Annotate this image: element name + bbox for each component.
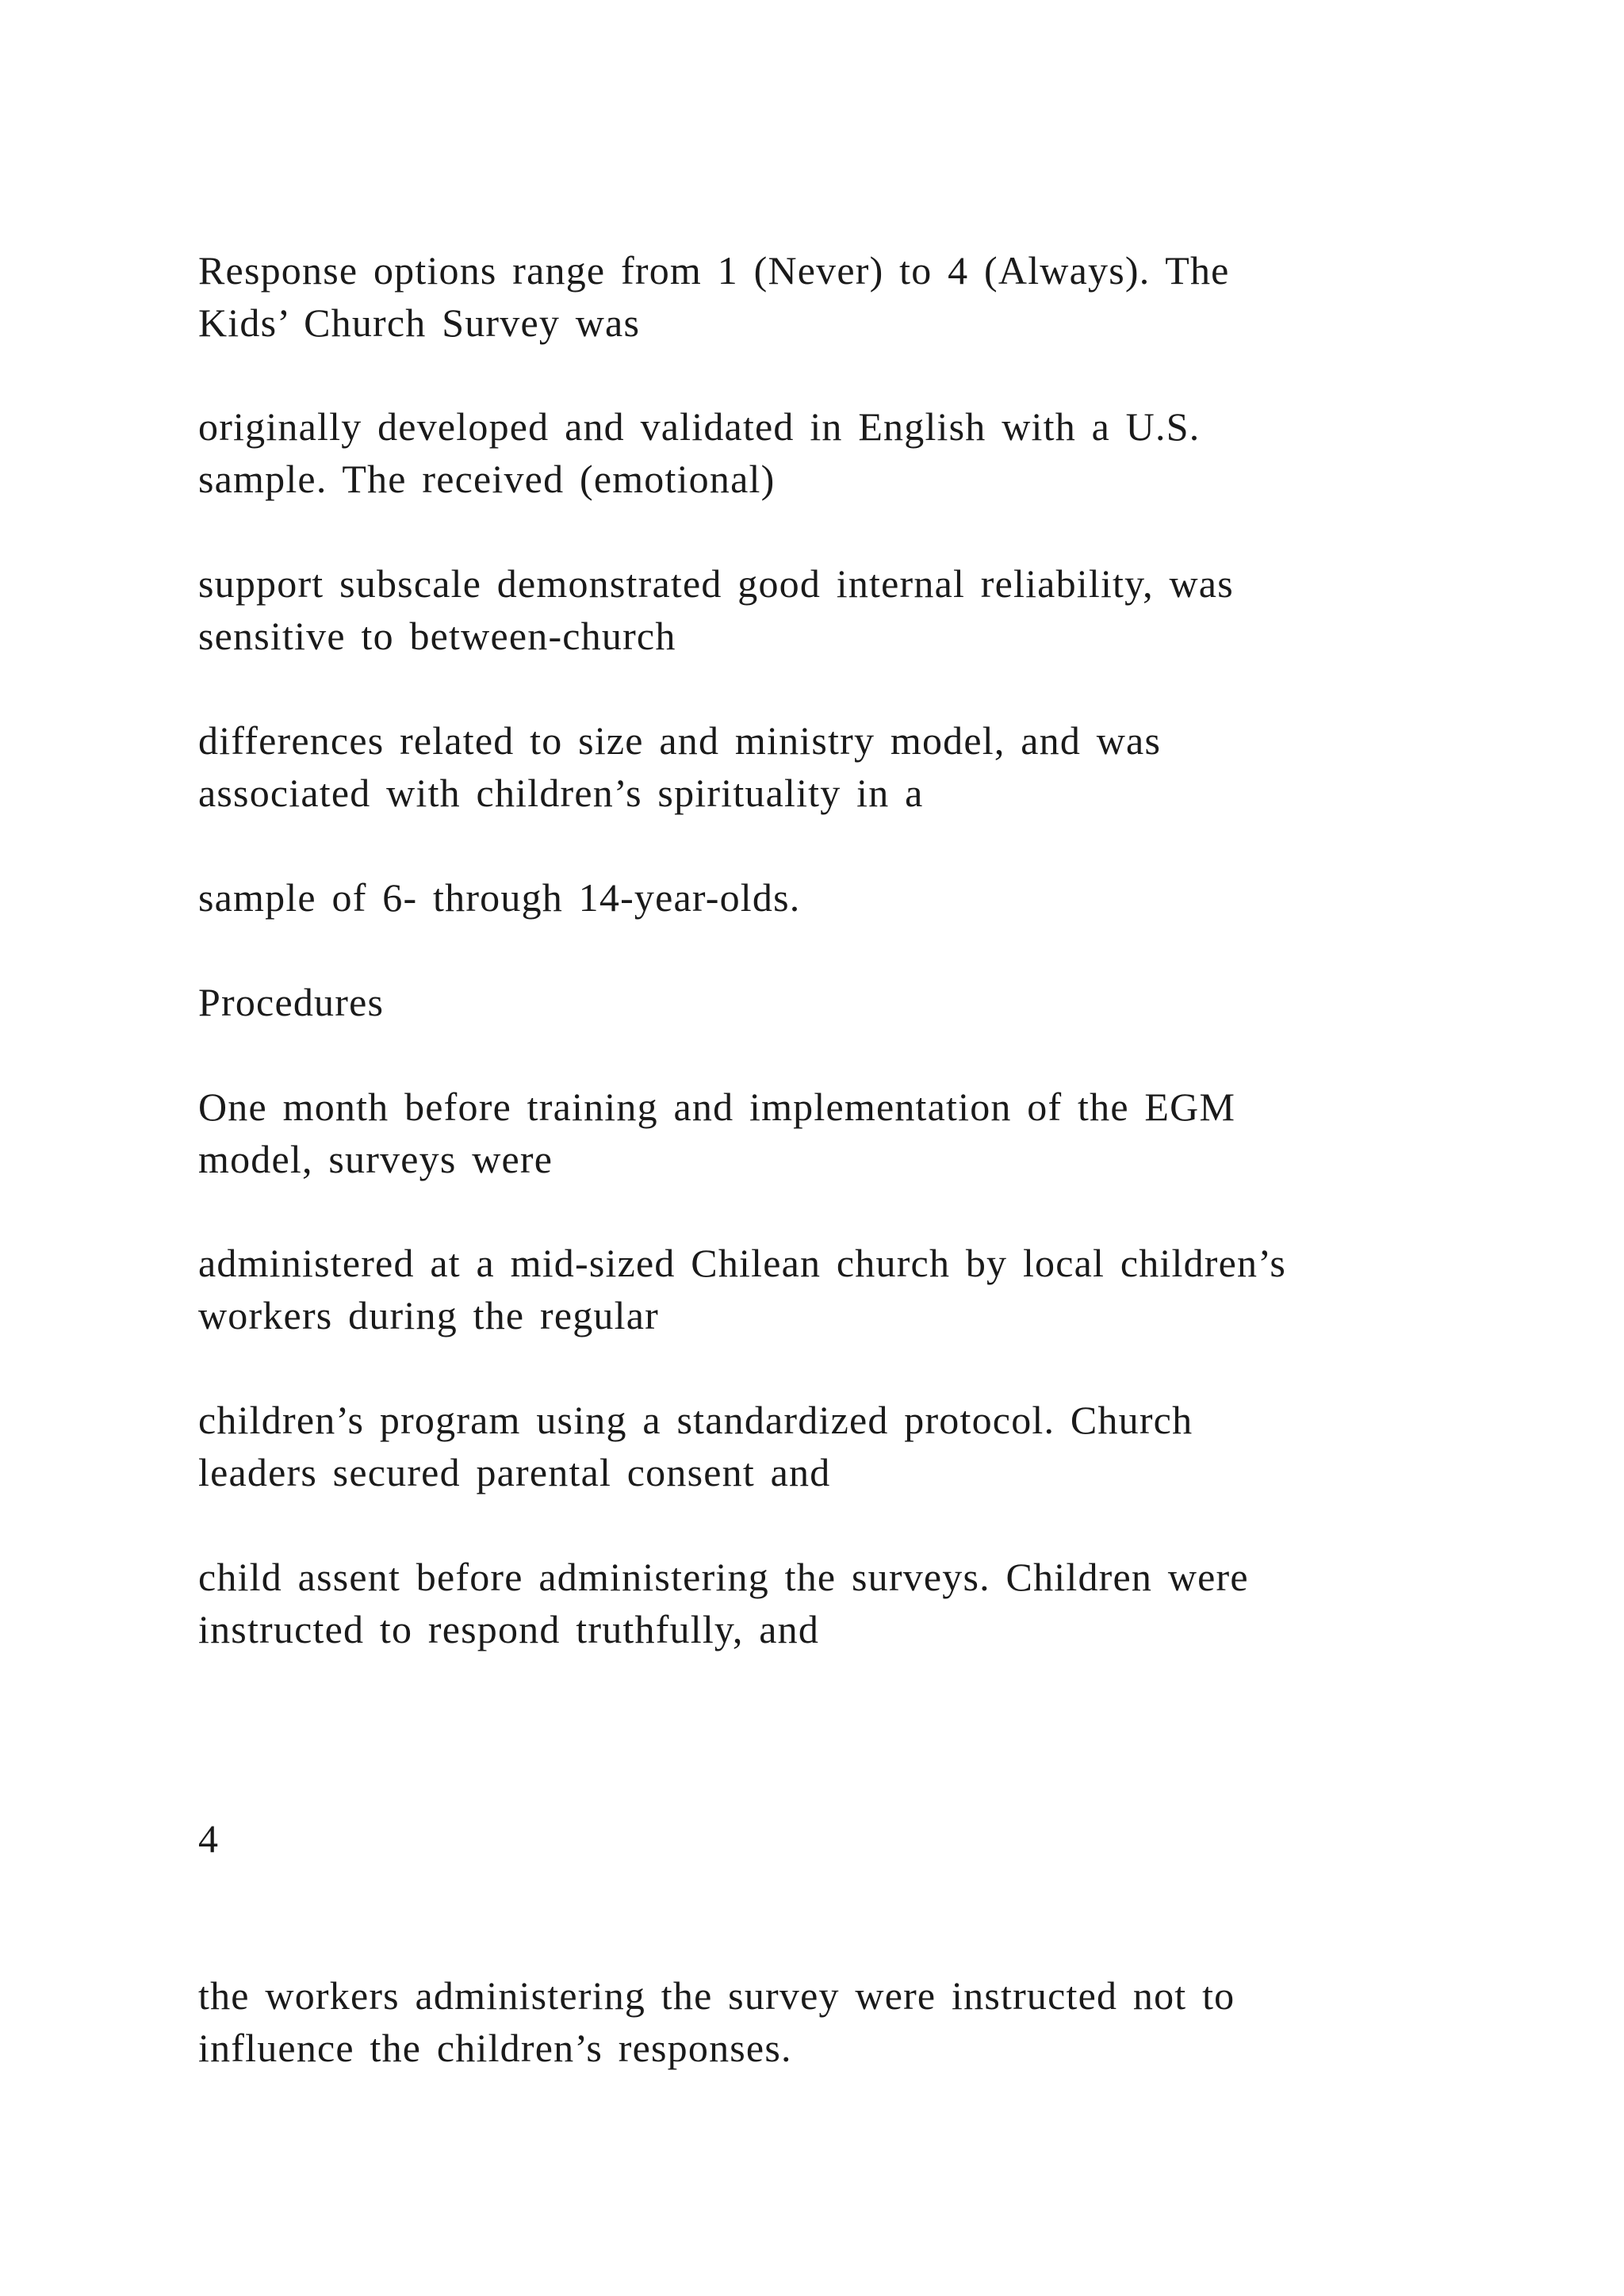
page-number-text: 4 bbox=[198, 1816, 220, 1861]
text-line: administered at a mid-sized Chilean church by local children’s bbox=[198, 1241, 1286, 1285]
text-line: children’s program using a standardized protocol. Church bbox=[198, 1398, 1193, 1442]
text-line: sample. The received (emotional) bbox=[198, 457, 776, 501]
page-number bbox=[198, 1812, 1499, 1865]
paragraph-worker-instructions bbox=[198, 1969, 1499, 2074]
text-line: Kids’ Church Survey was bbox=[198, 300, 641, 345]
text-line: influence the children’s responses. bbox=[198, 2026, 792, 2070]
text-line: differences related to size and ministry model, and was bbox=[198, 718, 1162, 763]
paragraph-child-assent bbox=[198, 1551, 1499, 1655]
paragraph-survey-origin bbox=[198, 400, 1499, 505]
text-line: leaders secured parental consent and bbox=[198, 1450, 831, 1494]
text-line: support subscale demonstrated good internal reliability, was bbox=[198, 561, 1234, 606]
text-line: child assent before administering the surveys. Children were bbox=[198, 1555, 1249, 1599]
paragraph-protocol-consent bbox=[198, 1394, 1499, 1498]
text-line: sensitive to between-church bbox=[198, 614, 676, 658]
text-line: instructed to respond truthfully, and bbox=[198, 1607, 820, 1651]
text-line: Response options range from 1 (Never) to 4 (Always). The bbox=[198, 248, 1230, 293]
text-line: sample of 6- through 14-year-olds. bbox=[198, 875, 801, 920]
paragraph-response-options bbox=[198, 244, 1499, 349]
text-line: One month before training and implementation of the EGM bbox=[198, 1085, 1236, 1129]
paragraph-survey-timing bbox=[198, 1081, 1499, 1185]
paragraph-administration bbox=[198, 1237, 1499, 1341]
text-line: associated with children’s spirituality in a bbox=[198, 771, 924, 815]
paragraph-subscale-reliability bbox=[198, 557, 1499, 662]
heading-text: Procedures bbox=[198, 980, 385, 1024]
paragraph-church-differences bbox=[198, 714, 1499, 819]
text-line: model, surveys were bbox=[198, 1137, 553, 1181]
section-heading-procedures bbox=[198, 976, 1499, 1028]
text-line: the workers administering the survey were instructed not to bbox=[198, 1973, 1235, 2018]
paragraph-sample-ages bbox=[198, 871, 1499, 924]
text-line: workers during the regular bbox=[198, 1293, 659, 1337]
text-line: originally developed and validated in English with a U.S. bbox=[198, 404, 1201, 449]
